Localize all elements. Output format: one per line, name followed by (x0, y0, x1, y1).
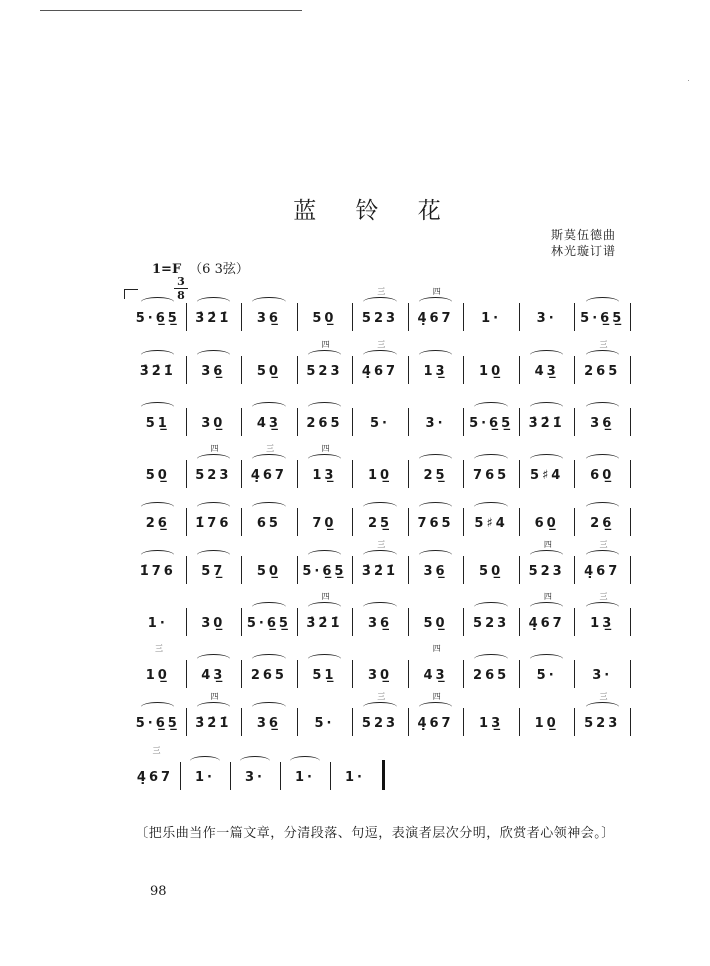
measure-notes: 13̲ (590, 616, 615, 631)
measure (130, 406, 186, 436)
barline (630, 460, 631, 488)
measure-notes: 3· (536, 311, 557, 326)
fingering-mark: 三 (599, 592, 608, 601)
measure (241, 706, 297, 736)
measure (519, 301, 575, 331)
measure (186, 301, 242, 331)
score-row (130, 540, 630, 584)
measure-notes: 265 (250, 668, 287, 683)
measure-notes: 43̲ (201, 668, 226, 683)
measure-notes: 3̇2̇1̇ (361, 564, 399, 579)
string-tuning: （6 3弦） (189, 262, 249, 277)
fingering-mark: 四 (543, 592, 552, 601)
slur (197, 350, 230, 360)
measure (574, 592, 630, 636)
slur (252, 297, 285, 307)
slur (419, 702, 452, 712)
measure-notes: 523 (306, 364, 343, 379)
measure-notes: 765 (417, 516, 454, 531)
measure (241, 606, 297, 636)
measure (352, 540, 408, 584)
measure-notes: 5·6̲5̲ (469, 416, 514, 431)
slur (419, 502, 452, 512)
measure-notes: 70̲ (312, 516, 337, 531)
measure (130, 554, 186, 584)
fingering-mark: 四 (432, 287, 441, 296)
composer-credit: 斯莫伍德曲 (550, 228, 616, 242)
meter-top: 3 (177, 275, 185, 288)
measure-notes: 1· (481, 311, 502, 326)
measure-notes: 523 (528, 564, 565, 579)
barline (630, 356, 631, 384)
measure-notes: 765 (473, 468, 510, 483)
measure (352, 287, 408, 331)
measure (519, 706, 575, 736)
measure (519, 354, 575, 384)
measure-notes: 57̲ (201, 564, 226, 579)
measure (130, 506, 186, 536)
measure (186, 506, 242, 536)
measure-notes: 26̲ (590, 516, 615, 531)
measure-notes: 1· (147, 616, 168, 631)
slur (586, 454, 619, 464)
slur (586, 550, 619, 560)
slur (290, 756, 320, 766)
measure-notes: 3· (425, 416, 446, 431)
slur (197, 550, 230, 560)
measure (352, 606, 408, 636)
measure (574, 658, 630, 688)
slur (530, 350, 563, 360)
measure (130, 354, 186, 384)
measure-notes: 265 (473, 668, 510, 683)
measure (241, 354, 297, 384)
slur (363, 602, 396, 612)
measure-notes: 5· (370, 416, 390, 431)
measure-notes: 36̲ (256, 716, 281, 731)
barline (630, 408, 631, 436)
measure-notes: 25̲ (367, 516, 393, 531)
measure-notes: 3̇2̇1̇ (306, 616, 343, 631)
slur (419, 297, 452, 307)
fingering-mark: 三 (599, 540, 608, 549)
measure (408, 458, 464, 488)
measure (352, 658, 408, 688)
measure-notes: 10̲ (145, 668, 170, 683)
measure-notes: 30̲ (367, 668, 393, 683)
score-row (130, 592, 630, 636)
fingering-mark: 三 (155, 644, 163, 653)
measure-notes: 4̣67 (417, 716, 454, 731)
measure-notes: 50̲ (256, 564, 281, 579)
measure-notes: 4̣67 (361, 364, 399, 379)
measure-notes: 13̲ (479, 716, 504, 731)
measure (408, 692, 464, 736)
footer-note: 〔把乐曲当作一篇文章，分清段落、句逗，表演者层次分明，欣赏者心领神会。〕 (135, 826, 615, 841)
measure-notes: 523 (473, 616, 510, 631)
measure-notes: 523 (195, 468, 232, 483)
slur (474, 602, 507, 612)
slur (141, 297, 174, 307)
measure (241, 658, 297, 688)
measure-notes: 523 (361, 311, 399, 326)
slur (363, 350, 396, 360)
slur (419, 550, 452, 560)
measure (186, 658, 242, 688)
measure (408, 554, 464, 584)
measure (180, 760, 230, 790)
measure-notes: 43̲ (534, 364, 559, 379)
slur (586, 602, 619, 612)
slur (141, 502, 174, 512)
measure (297, 706, 353, 736)
measure (519, 592, 575, 636)
slur (308, 350, 341, 360)
slur (308, 550, 341, 560)
measure (352, 458, 408, 488)
measure-notes: 3̇2̇1̇ (195, 716, 232, 731)
measure-notes: 5· (536, 668, 557, 683)
slur (474, 502, 507, 512)
score-row (130, 287, 630, 331)
slur (419, 454, 452, 464)
measure (463, 706, 519, 736)
measure-notes: 50̲ (312, 311, 337, 326)
slur (363, 702, 396, 712)
measure (186, 606, 242, 636)
fingering-mark: 三 (599, 340, 608, 349)
measure (241, 506, 297, 536)
meter-bottom: 8 (177, 289, 185, 302)
measure-notes: 1· (195, 770, 215, 785)
barline (630, 660, 631, 688)
fingering-mark: 四 (543, 540, 552, 549)
measure (519, 406, 575, 436)
measure (408, 354, 464, 384)
slur (252, 602, 285, 612)
key-signature (152, 258, 249, 277)
measure-notes: 4̣67 (417, 311, 454, 326)
measure (186, 444, 242, 488)
measure-notes: 5♯4 (529, 468, 564, 483)
fingering-mark: 三 (599, 692, 608, 701)
measure-notes: 50̲ (145, 468, 170, 483)
slur (141, 350, 174, 360)
barline (630, 608, 631, 636)
slur (252, 502, 285, 512)
measure (330, 760, 380, 790)
measure-notes: 13̲ (312, 468, 337, 483)
score-row (130, 444, 630, 488)
slur (240, 756, 270, 766)
measure (241, 301, 297, 331)
measure-notes: 26̲ (145, 516, 170, 531)
measure (230, 760, 280, 790)
measure (297, 506, 353, 536)
credits (551, 227, 616, 259)
measure-notes: 3· (592, 668, 613, 683)
measure (574, 692, 630, 736)
measure (463, 554, 519, 584)
measure (463, 606, 519, 636)
measure-notes: 1· (345, 770, 365, 785)
score-row (130, 644, 630, 688)
measure (130, 644, 186, 688)
measure (297, 554, 353, 584)
measure (352, 406, 408, 436)
final-barline (382, 760, 385, 790)
fingering-mark: 三 (377, 692, 386, 701)
measure (463, 658, 519, 688)
song-title: 蓝 铃 花 (293, 198, 457, 224)
measure-notes: 3̇2̇1̇ (528, 416, 565, 431)
measure-notes: 60̲ (534, 516, 559, 531)
measure-notes: 10̲ (534, 716, 559, 731)
fingering-mark: 四 (321, 592, 330, 601)
measure-notes: 3· (245, 770, 265, 785)
fingering-mark: 四 (210, 444, 219, 453)
slur (586, 702, 619, 712)
slur (308, 454, 341, 464)
slur (419, 350, 452, 360)
measure-notes: 65 (256, 516, 281, 531)
measure-notes: 13̲ (423, 364, 448, 379)
slur (141, 402, 174, 412)
slur (586, 350, 619, 360)
slur (252, 402, 285, 412)
measure (408, 606, 464, 636)
measure (186, 692, 242, 736)
fingering-mark: 三 (377, 287, 386, 296)
measure-notes: 4̣67 (528, 616, 565, 631)
measure (352, 506, 408, 536)
measure (297, 592, 353, 636)
fingering-mark: 四 (210, 692, 219, 701)
slur (363, 550, 396, 560)
slur (530, 654, 563, 664)
slur (197, 502, 230, 512)
measure (463, 506, 519, 536)
measure-notes: 523 (584, 716, 621, 731)
slur (530, 550, 563, 560)
measure (463, 406, 519, 436)
measure-notes: 30̲ (201, 616, 226, 631)
slur (586, 297, 619, 307)
measure-notes: 10̲ (367, 468, 393, 483)
slur (530, 602, 563, 612)
measure (574, 340, 630, 384)
score-row (130, 340, 630, 384)
measure (463, 354, 519, 384)
measure-notes: 4̣67 (136, 770, 174, 785)
measure-notes: 50̲ (479, 564, 504, 579)
score-row (130, 406, 630, 436)
fingering-mark: 四 (321, 444, 330, 453)
measure (130, 606, 186, 636)
barline (630, 556, 631, 584)
slur (308, 602, 341, 612)
measure-notes: 36̲ (590, 416, 615, 431)
measure (297, 340, 353, 384)
measure (297, 406, 353, 436)
system-bracket (124, 289, 138, 299)
measure-notes: 50̲ (256, 364, 281, 379)
slur (190, 756, 220, 766)
measure-notes: 10̲ (479, 364, 504, 379)
measure-notes: 265 (306, 416, 343, 431)
measure-notes: 25̲ (423, 468, 448, 483)
measure (130, 301, 186, 331)
measure (280, 760, 330, 790)
score-row (130, 692, 630, 736)
fingering-mark: 四 (432, 644, 441, 653)
slur (530, 402, 563, 412)
slur (586, 502, 619, 512)
measure (297, 444, 353, 488)
key-label: 1=F (152, 262, 182, 277)
measure (241, 554, 297, 584)
score-row (130, 746, 630, 790)
measure (297, 301, 353, 331)
measure-notes: 5·6̲5̲ (246, 616, 291, 631)
measure (519, 540, 575, 584)
measure-notes: 1̇76 (195, 516, 232, 531)
time-signature (174, 276, 188, 301)
header-rule (40, 10, 302, 11)
fingering-mark: 四 (432, 692, 441, 701)
measure-notes: 5·6̲5̲ (580, 311, 625, 326)
measure (130, 746, 180, 790)
slur (252, 454, 285, 464)
measure (408, 287, 464, 331)
slur (252, 702, 285, 712)
measure (463, 301, 519, 331)
measure-notes: 1̇76 (139, 564, 176, 579)
slur (197, 654, 230, 664)
slur (474, 654, 507, 664)
measure-notes: 51̲ (145, 416, 170, 431)
fingering-mark: 三 (266, 444, 275, 453)
editor-credit: 林光璇订谱 (550, 244, 616, 258)
measure (519, 658, 575, 688)
score-row (130, 506, 630, 536)
measure-notes: 60̲ (590, 468, 615, 483)
measure (352, 692, 408, 736)
slur (197, 297, 230, 307)
fingering-mark: 三 (377, 340, 386, 349)
slur (474, 454, 507, 464)
scan-speck (688, 80, 689, 81)
measure (574, 506, 630, 536)
measure (186, 554, 242, 584)
slur (197, 702, 230, 712)
measure-notes: 5·6̲5̲ (135, 311, 180, 326)
measure-notes: 36̲ (423, 564, 448, 579)
measure (408, 506, 464, 536)
measure-notes: 265 (584, 364, 621, 379)
slur (474, 402, 507, 412)
slur (141, 702, 174, 712)
slur (308, 654, 341, 664)
slur (363, 502, 396, 512)
slur (252, 654, 285, 664)
slur (197, 454, 230, 464)
measure-notes: 36̲ (256, 311, 281, 326)
measure-notes: 4̣67 (250, 468, 287, 483)
fingering-mark: 三 (152, 746, 161, 755)
fingering-mark: 三 (377, 540, 386, 549)
measure (463, 458, 519, 488)
measure (408, 406, 464, 436)
measure-notes: 36̲ (367, 616, 393, 631)
slur (363, 297, 396, 307)
measure (519, 506, 575, 536)
measure (130, 458, 186, 488)
measure (186, 406, 242, 436)
slur (141, 550, 174, 560)
page-number: 98 (150, 884, 167, 899)
measure (574, 301, 630, 331)
measure (186, 354, 242, 384)
measure-notes: 36̲ (201, 364, 226, 379)
measure-notes: 4̣67 (584, 564, 621, 579)
measure (574, 540, 630, 584)
measure-notes: 50̲ (423, 616, 448, 631)
measure (408, 644, 464, 688)
measure (297, 658, 353, 688)
measure-notes: 5· (314, 716, 335, 731)
slur (586, 402, 619, 412)
measure-notes: 5·6̲5̲ (302, 564, 347, 579)
measure (574, 406, 630, 436)
measure-notes: 523 (361, 716, 399, 731)
slur (530, 454, 563, 464)
measure (574, 458, 630, 488)
measure (352, 340, 408, 384)
slur (308, 402, 341, 412)
measure (241, 406, 297, 436)
measure-notes: 1· (295, 770, 315, 785)
measure-notes: 3̇2̇1̇ (139, 364, 176, 379)
measure-notes: 43̲ (256, 416, 281, 431)
barline (630, 508, 631, 536)
measure (241, 444, 297, 488)
measure-notes: 51̲ (312, 668, 337, 683)
measure (519, 458, 575, 488)
measure-notes: 5♯4 (474, 516, 508, 531)
barline (630, 303, 631, 331)
measure-notes: 43̲ (423, 668, 448, 683)
fingering-mark: 四 (321, 340, 330, 349)
barline (630, 708, 631, 736)
measure-notes: 3̇2̇1̇ (195, 311, 232, 326)
measure-notes: 30̲ (201, 416, 226, 431)
measure (130, 706, 186, 736)
measure-notes: 5·6̲5̲ (135, 716, 180, 731)
